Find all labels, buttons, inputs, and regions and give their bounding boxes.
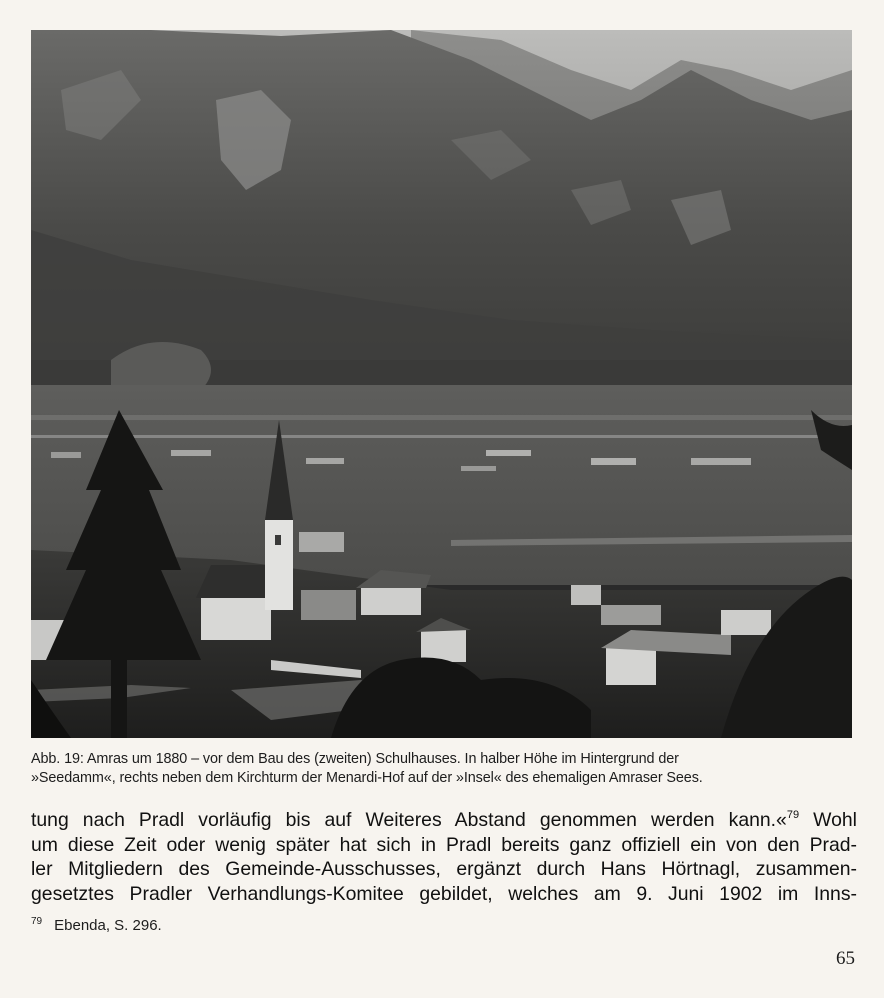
body-line: ler Mitgliedern des Gemeinde-Ausschusses, ergänzt durch Hans Hörtnagl, zusammen- <box>31 858 857 880</box>
body-paragraph <box>31 808 857 906</box>
body-line: gesetztes Pradler Verhandlungs-Komitee gebildet, welches am 9. Juni 1902 im Inns- <box>31 882 857 905</box>
body-line-text: Wohl <box>799 809 857 831</box>
body-line-text: tung nach Pradl vorläufig bis auf Weiteres Abstand genommen werden kann.« <box>31 809 787 831</box>
field <box>591 458 636 465</box>
field <box>461 466 496 471</box>
field <box>51 452 81 458</box>
footnote-number: 79 <box>31 916 43 927</box>
caption-line: »Seedamm«, rechts neben dem Kirchturm der Menardi-Hof auf der »Insel« des ehemaligen Amraser Sees. <box>31 770 703 786</box>
valley-road <box>31 435 852 438</box>
field <box>306 458 344 464</box>
body-line: um diese Zeit oder wenig später hat sich in Pradl bereits ganz offiziell ein von den Prad- <box>31 833 857 856</box>
caption-line: Abb. 19: Amras um 1880 – vor dem Bau des (zweiten) Schulhauses. In halber Höhe im Hintergrund der <box>31 751 679 767</box>
page-number: 65 <box>836 948 855 969</box>
field <box>486 450 531 456</box>
photo-illustration <box>31 30 852 738</box>
footnote <box>31 916 162 934</box>
figure-caption <box>31 750 861 788</box>
footnote-text: Ebenda, S. 296. <box>54 917 162 934</box>
body-line <box>31 808 857 833</box>
footnote-reference: 79 <box>786 809 800 821</box>
historical-photo <box>31 30 852 738</box>
field <box>691 458 751 465</box>
seedamm-embankment <box>31 415 852 420</box>
field <box>171 450 211 456</box>
